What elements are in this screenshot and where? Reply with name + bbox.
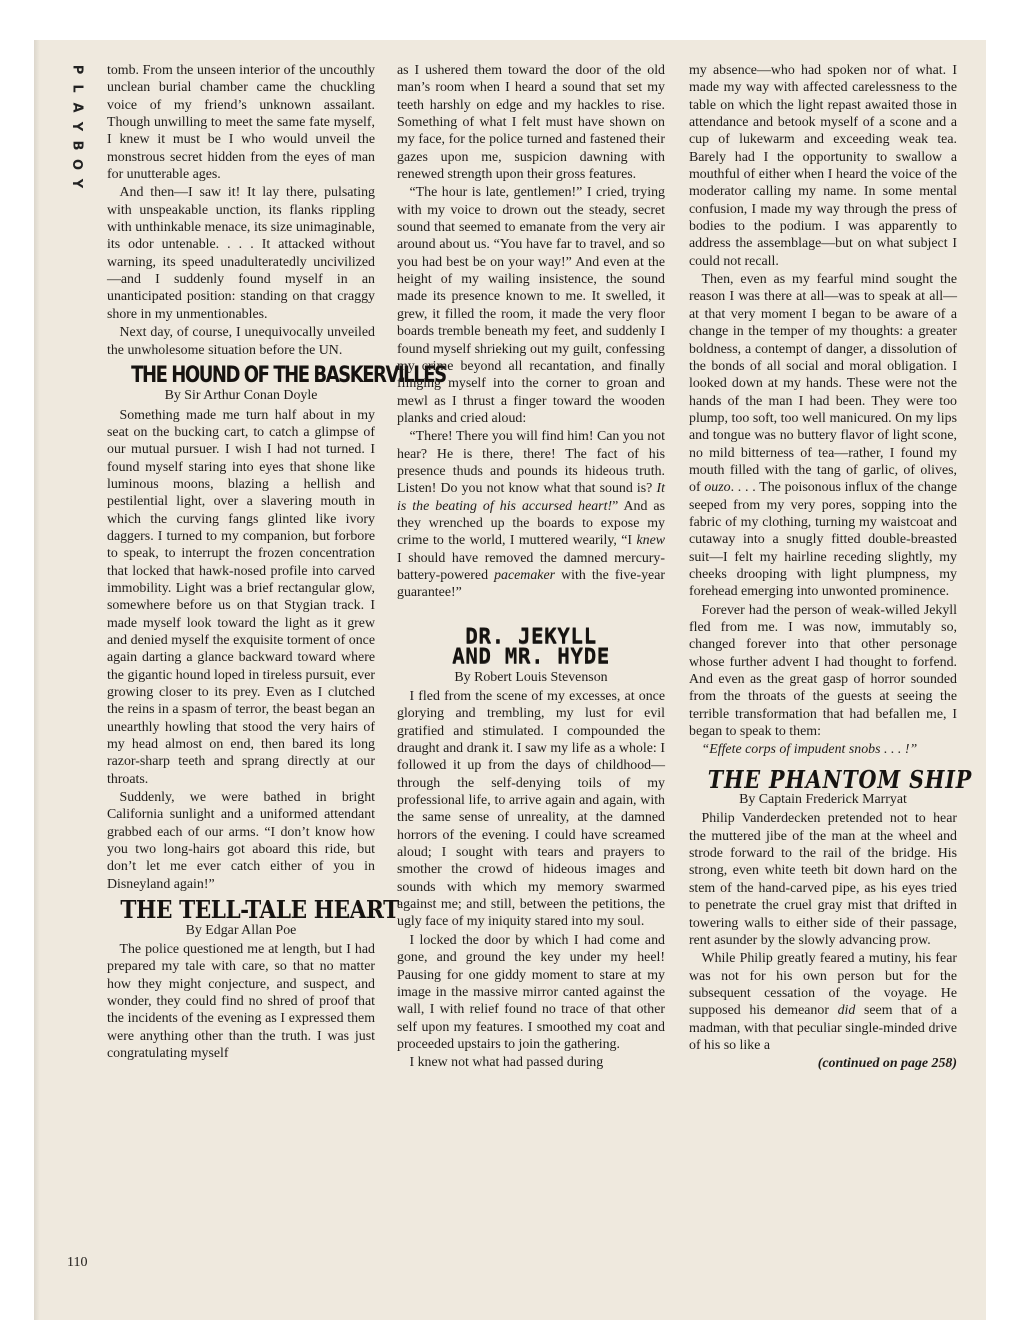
text-run: seem that of a madman, with that peculiar single-minded drive of his so like a bbox=[689, 1003, 958, 1053]
paragraph bbox=[689, 741, 957, 758]
story-title-tell-tale-heart: THE TELL-TALE HEART bbox=[120, 895, 399, 925]
masthead-letter: O bbox=[69, 158, 85, 171]
paragraph: Forever had the person of weak-willed Jekyll fled from me. I was now, immutably so, changed forever into that other personage whose further advent I had thought to forfend. And even as the great gasp of horror sounded from the throats of the guests at seeing the terrible transformation that had befallen me, I began to speak to them: bbox=[689, 602, 957, 740]
text-run: “There! There you will find him! Can you not hear? He is there, there! The fact of his presence thuds and pounds its hideous truth. Listen! Do you not know what that sound is? bbox=[397, 429, 665, 497]
masthead-letter: Y bbox=[69, 178, 85, 189]
paragraph: my absence—who had spoken nor of what. I made my way with affected carelessness to the table on which the light repast awaited those in attendance and betook myself of a scone and a cup of lukewarm and exceeding weak tea. Barely had I the opportunity to swallow a mouthful of either when I heard the voice of the moderator calling my name. In some mental confusion, I made my way through the press of bodies to the podium. I was apparently to address the assemblage—but on what subject I could not recall. bbox=[689, 63, 957, 269]
text-column-right bbox=[689, 62, 973, 1073]
italic-text: did bbox=[837, 1003, 856, 1019]
masthead-letter: A bbox=[69, 102, 85, 113]
text-run: I should have removed the damned mercury-battery-powered bbox=[397, 550, 665, 583]
text-column-middle bbox=[397, 62, 665, 1072]
text-run: While Philip greatly feared a mutiny, his fear was not for his own person but for the subsequent cessation of the voyage. He supposed his demeanor bbox=[689, 951, 957, 1019]
title-line: DR. JEKYLL bbox=[465, 623, 597, 648]
byline-hound: By Sir Arthur Conan Doyle bbox=[164, 388, 318, 404]
title-line: AND MR. HYDE bbox=[452, 643, 610, 668]
page-edge-shadow bbox=[34, 40, 40, 1320]
continued-note: (continued on page 258) bbox=[817, 1056, 957, 1072]
masthead-letter: Y bbox=[69, 121, 85, 132]
paragraph: The police questioned me at length, but I had prepared my tale with care, so that no matter how they might conjecture, and suspect, and wonder, they could find no shred of proof that the incidents of the evening as I expressed them were anything other than the truth. I was just congratulating myself bbox=[107, 941, 375, 1061]
text-run: ” And as they wrenched up the boards to expose my crime to the world, I muttered wearily, “I bbox=[397, 498, 665, 549]
byline-poe: By Edgar Allan Poe bbox=[185, 922, 297, 938]
paragraph: I locked the door by which I had come and gone, and ground the key under my heel! Pausing for one giddy moment to stare at my image in the massive mirror canted against the wall, I with relief found no trace of that other self upon my features. I smoothed my coat and proceeded upstairs to join the gathering. bbox=[397, 932, 665, 1052]
text-column-left bbox=[107, 62, 446, 1062]
text-run: Then, even as my fearful mind sought the reason I was there at all—was to speak at all—at that very moment I began to be aware of a change in the temper of my thoughts: a greater boldness, a contempt of danger, a dissolution of the bonds of all social and moral obligation. I looked down at my hands. These were not the hands of the man I had been. They were too plump, too soft, too well manicured. On my lips and tongue was no buttery flavor of light scone, no mild bitterness of tea—rather, I found my mouth filled with the tang of garlic, of olives, of bbox=[689, 272, 957, 496]
italic-text: “Effete corps of impudent snobs . . . !” bbox=[701, 742, 918, 758]
paragraph: tomb. From the unseen interior of the uncouthly unclean burial chamber came the chuckling voice of my friend’s unknown assailant. Though unwilling to meet the same fate myself, I knew it must be I who would unveil the monstrous secret hidden from the eyes of man for unutterable ages. bbox=[107, 63, 375, 183]
paragraph: And then—I saw it! It lay there, pulsating with unspeakable unction, its flanks rippling with unthinkable menace, its size unimaginable, its odor untenable. . . . It attacked without warning, its speed unadulteratedly uncivilized—and I suddenly found myself in an unanticipated position: standing on that craggy shore in my unmentionables. bbox=[107, 185, 375, 322]
page-number: 110 bbox=[67, 1255, 88, 1270]
italic-text: ouzo bbox=[704, 480, 731, 496]
paragraph: Something made me turn half about in my seat on the bucking cart, to catch a glimpse of our mutual pursuer. I wish I had not turned. I found myself staring into eyes that shone like luminous moons, blazing a hellish and pestilential light, over a slavering mouth in which the curving fangs glinted like ivory daggers. I turned to my companion, but forbore to speak, to interrupt the frozen concentration that locked that hawk-nosed profile into carved immobility. Light was a brief rectangular glow, somewhere before us on that Stygian track. I made myself look toward the light as it grew and denied myself the exquisite torment of once again darting a glance backward toward where the gigantic hound loped in tireless pursuit, ever growing closer to its prey. Even as I clutched the reins in a spasm of terror, the beast began an unearthly howling that stood the very hairs of my head almost on end, then bared its long razor-sharp teeth and sprang directly at our throats. bbox=[107, 407, 375, 787]
masthead-letter: P bbox=[69, 64, 85, 75]
paragraph: as I ushered them toward the door of the old man’s room when I heard a sound that set my teeth harshly on edge and my hackles to rise. Something of what I felt must have shown on my face, for the police turned and fastened their gazes upon me, suspicion dawning with renewed strength upon their gross features. bbox=[397, 63, 665, 183]
masthead-letter: L bbox=[69, 84, 85, 93]
paragraph: Next day, of course, I unequivocally unveiled the unwholesome situation before the UN. bbox=[107, 325, 375, 358]
paragraph bbox=[689, 271, 957, 601]
italic-text: pacemaker bbox=[494, 567, 556, 583]
text-run: . . . . The poisonous influx of the change seeped from my very pores, sopping into the fabric of my clothing, turning my waistcoat and cutaway into a snugly fitted double-breasted suit—I felt my hairline receding slightly, my cheeks drooping with light plumpness, my forehead emerging into unwonted prominence. bbox=[689, 480, 957, 600]
story-title-jekyll-hyde bbox=[397, 623, 665, 668]
paragraph: Suddenly, we were bathed in bright California sunlight and a uniformed attendant grabbed each of our arms. “I don’t know how you two long-hairs got aboard this ride, but don’t let me ever catch either of you in Disneyland again!” bbox=[107, 790, 375, 892]
byline-marryat: By Captain Frederick Marryat bbox=[739, 792, 907, 808]
italic-text: knew bbox=[636, 533, 665, 549]
paragraph: I fled from the scene of my excesses, at once glorying and trembling, my lust for evil gratified and stimulated. I compounded the draught and drank it. I saw my life as a whole: I followed it up from the days of childhood—through the self-denying toils of my professional life, to arrive again and again, with the same sense of unreality, at the damned horrors of the evening. I could have screamed aloud; I sought with tears and prayers to smother the crowd of hideous images and sounds with which my memory swarmed against me; and still, between the petitions, the ugly face of my iniquity stared into my soul. bbox=[397, 689, 665, 930]
masthead-letter: B bbox=[69, 140, 85, 151]
paragraph bbox=[689, 950, 957, 1054]
story-title-phantom-ship: THE PHANTOM SHIP bbox=[707, 764, 973, 794]
paragraph bbox=[397, 428, 665, 601]
paragraph: Philip Vanderdecken pretended not to hear the muttered jibe of the man at the wheel and strode forward to the rail of the bridge. His strong, even white teeth bit down hard on the stem of the hand-carved pipe, as his eyes tried to penetrate the cruel gray mist that drifted in towering walls to either side of their passage, rent asunder by the slowly advancing prow. bbox=[689, 811, 957, 948]
text-run: with the five-year guarantee!” bbox=[397, 567, 665, 601]
masthead-vertical bbox=[63, 60, 85, 193]
paragraph: “The hour is late, gentlemen!” I cried, trying with my voice to drown out the steady, secret sound that seemed to emanate from the very air around about us. “You have far to travel, and so you had best be on your way!” And even at the height of my wailing insistence, the sound made its presence known to me. It swelled, it grew, it filled the room, it made the very floor boards tremble beneath my feet, and suddenly I found myself shrieking out my guilt, confessing my crime beyond all recantation, and finally flinging myself into the corner to groan and mewl as I thrust a finger toward the wooden planks and cried aloud: bbox=[397, 185, 665, 426]
paragraph: I knew not what had passed during bbox=[409, 1055, 604, 1071]
story-title-hound: THE HOUND OF THE BASKERVILLES bbox=[131, 362, 446, 388]
italic-text: It is the beating of his accursed heart! bbox=[397, 481, 665, 514]
byline-stevenson: By Robert Louis Stevenson bbox=[454, 669, 608, 685]
